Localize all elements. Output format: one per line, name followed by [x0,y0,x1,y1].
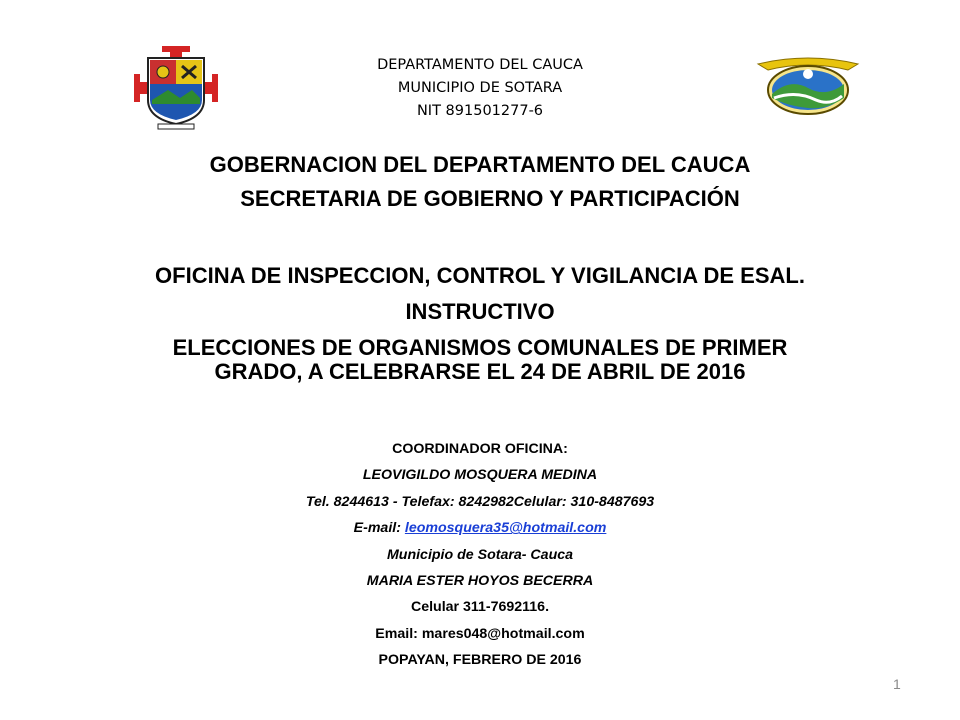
government-title [60,150,900,214]
header-nit: NIT 891501277-6 [416,103,544,119]
issuer-header [300,54,660,123]
title-line-2: SECRETARIA DE GOBIERNO Y PARTICIPACIÓN [240,186,740,211]
municipality-line: Municipio de Sotara- Cauca [386,546,574,563]
elections-title-line-1: ELECCIONES DE ORGANISMOS COMUNALES DE PRIMER [172,335,788,360]
coordinator-email-line [120,515,840,541]
contact-section [120,436,840,674]
office-name: OFICINA DE INSPECCION, CONTROL Y VIGILANCIA DE ESAL. [155,263,805,288]
second-contact-name: MARIA ESTER HOYOS BECERRA [366,573,594,590]
coordinator-name: LEOVIGILDO MOSQUERA MEDINA [362,467,598,484]
title-line-1: GOBERNACION DEL DEPARTAMENTO DEL CAUCA [209,152,751,177]
email-label: E-mail: [353,520,405,537]
place-date: POPAYAN, FEBRERO DE 2016 [378,652,582,669]
header-municipality: MUNICIPIO DE SOTARA [397,80,563,96]
elections-title-line-2: GRADO, A CELEBRARSE EL 24 DE ABRIL DE 2016 [214,359,746,384]
office-section [40,264,920,384]
second-contact-email: Email: mares048@hotmail.com [375,625,585,642]
coordinator-label: COORDINADOR OFICINA: [392,441,568,457]
instructivo-heading: INSTRUCTIVO [405,299,555,324]
header-department: DEPARTAMENTO DEL CAUCA [377,57,583,73]
page-number: 1 [893,676,901,692]
sotara-municipality-emblem-icon [756,54,860,116]
coordinator-phones: Tel. 8244613 - Telefax: 8242982Celular: 310-8487693 [305,493,655,510]
second-contact-phone: Celular 311-7692116. [410,599,550,616]
email-link[interactable]: leomosquera35@hotmail.com [404,520,607,537]
cauca-coat-of-arms-icon [128,44,224,130]
